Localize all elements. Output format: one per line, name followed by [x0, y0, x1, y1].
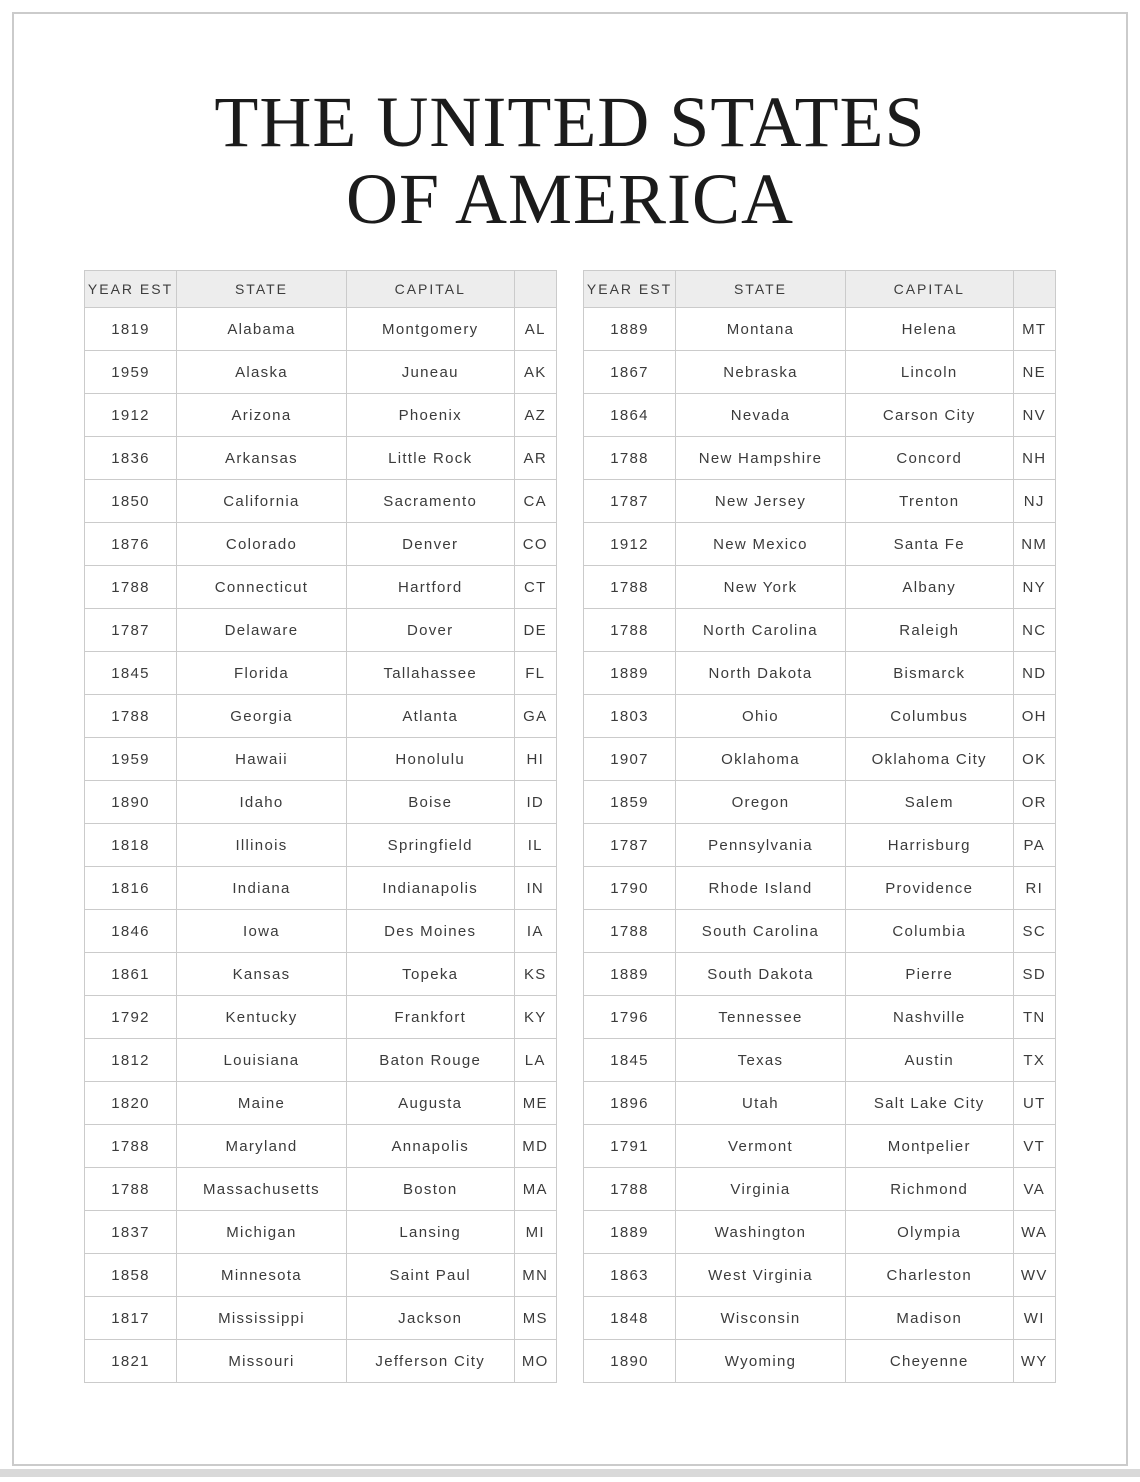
table-row	[584, 480, 1056, 523]
state-cell: Georgia	[177, 695, 347, 738]
state-cell: Vermont	[676, 1125, 846, 1168]
capital-cell: Springfield	[346, 824, 514, 867]
abbr-cell: VA	[1013, 1168, 1055, 1211]
year-cell: 1837	[85, 1211, 177, 1254]
table-row	[584, 953, 1056, 996]
title-line-1: THE UNITED STATES	[214, 82, 926, 162]
table-row	[584, 308, 1056, 351]
capital-cell: Montpelier	[845, 1125, 1013, 1168]
year-cell: 1812	[85, 1039, 177, 1082]
state-cell: Wyoming	[676, 1340, 846, 1383]
table-row	[584, 1211, 1056, 1254]
year-cell: 1788	[584, 910, 676, 953]
abbr-cell: SC	[1013, 910, 1055, 953]
abbr-cell: WY	[1013, 1340, 1055, 1383]
year-cell: 1863	[584, 1254, 676, 1297]
capital-cell: Harrisburg	[845, 824, 1013, 867]
table-row	[85, 824, 557, 867]
year-cell: 1787	[85, 609, 177, 652]
capital-cell: Indianapolis	[346, 867, 514, 910]
table-row	[85, 1082, 557, 1125]
table-row	[85, 1340, 557, 1383]
table-row	[85, 1254, 557, 1297]
capital-cell: Jackson	[346, 1297, 514, 1340]
table-row	[584, 609, 1056, 652]
year-cell: 1790	[584, 867, 676, 910]
abbr-cell: IN	[514, 867, 556, 910]
state-cell: Connecticut	[177, 566, 347, 609]
capital-cell: Pierre	[845, 953, 1013, 996]
abbr-cell: NJ	[1013, 480, 1055, 523]
states-table-left	[84, 270, 557, 1383]
abbr-cell: NC	[1013, 609, 1055, 652]
table-row	[584, 1082, 1056, 1125]
page-title	[14, 84, 1126, 238]
year-cell: 1818	[85, 824, 177, 867]
table-row	[584, 566, 1056, 609]
abbr-cell: PA	[1013, 824, 1055, 867]
capital-cell: Oklahoma City	[845, 738, 1013, 781]
capital-cell: Montgomery	[346, 308, 514, 351]
capital-cell: Boise	[346, 781, 514, 824]
capital-cell: Santa Fe	[845, 523, 1013, 566]
abbr-cell: KS	[514, 953, 556, 996]
state-cell: Arkansas	[177, 437, 347, 480]
capital-cell: Trenton	[845, 480, 1013, 523]
abbr-cell: AK	[514, 351, 556, 394]
abbr-cell: UT	[1013, 1082, 1055, 1125]
capital-cell: Little Rock	[346, 437, 514, 480]
table-row	[584, 1297, 1056, 1340]
header-abbr	[1013, 271, 1055, 308]
abbr-cell: MA	[514, 1168, 556, 1211]
header-capital: CAPITAL	[845, 271, 1013, 308]
state-cell: Massachusetts	[177, 1168, 347, 1211]
capital-cell: Concord	[845, 437, 1013, 480]
state-cell: Iowa	[177, 910, 347, 953]
abbr-cell: TN	[1013, 996, 1055, 1039]
state-cell: Indiana	[177, 867, 347, 910]
abbr-cell: WV	[1013, 1254, 1055, 1297]
year-cell: 1787	[584, 480, 676, 523]
abbr-cell: LA	[514, 1039, 556, 1082]
capital-cell: Salem	[845, 781, 1013, 824]
year-cell: 1858	[85, 1254, 177, 1297]
abbr-cell: NM	[1013, 523, 1055, 566]
table-row	[85, 652, 557, 695]
capital-cell: Charleston	[845, 1254, 1013, 1297]
capital-cell: Sacramento	[346, 480, 514, 523]
abbr-cell: HI	[514, 738, 556, 781]
table-row	[85, 1297, 557, 1340]
capital-cell: Baton Rouge	[346, 1039, 514, 1082]
year-cell: 1864	[584, 394, 676, 437]
abbr-cell: RI	[1013, 867, 1055, 910]
capital-cell: Atlanta	[346, 695, 514, 738]
year-cell: 1912	[85, 394, 177, 437]
state-cell: Oklahoma	[676, 738, 846, 781]
state-cell: Tennessee	[676, 996, 846, 1039]
year-cell: 1890	[584, 1340, 676, 1383]
abbr-cell: OK	[1013, 738, 1055, 781]
capital-cell: Lansing	[346, 1211, 514, 1254]
tables-container	[14, 270, 1126, 1383]
state-cell: Kansas	[177, 953, 347, 996]
abbr-cell: NV	[1013, 394, 1055, 437]
abbr-cell: NY	[1013, 566, 1055, 609]
table-row	[584, 437, 1056, 480]
abbr-cell: AL	[514, 308, 556, 351]
table-row	[85, 437, 557, 480]
capital-cell: Jefferson City	[346, 1340, 514, 1383]
capital-cell: Saint Paul	[346, 1254, 514, 1297]
abbr-cell: NE	[1013, 351, 1055, 394]
table-row	[85, 953, 557, 996]
table-row	[85, 480, 557, 523]
table-row	[85, 1125, 557, 1168]
state-cell: Minnesota	[177, 1254, 347, 1297]
state-cell: North Carolina	[676, 609, 846, 652]
table-row	[85, 867, 557, 910]
capital-cell: Cheyenne	[845, 1340, 1013, 1383]
abbr-cell: OH	[1013, 695, 1055, 738]
table-row	[85, 351, 557, 394]
capital-cell: Olympia	[845, 1211, 1013, 1254]
abbr-cell: CA	[514, 480, 556, 523]
capital-cell: Augusta	[346, 1082, 514, 1125]
year-cell: 1820	[85, 1082, 177, 1125]
year-cell: 1907	[584, 738, 676, 781]
header-state: STATE	[177, 271, 347, 308]
abbr-cell: CO	[514, 523, 556, 566]
capital-cell: Frankfort	[346, 996, 514, 1039]
state-cell: Colorado	[177, 523, 347, 566]
state-cell: Wisconsin	[676, 1297, 846, 1340]
capital-cell: Phoenix	[346, 394, 514, 437]
table-row	[584, 351, 1056, 394]
capital-cell: Nashville	[845, 996, 1013, 1039]
capital-cell: Lincoln	[845, 351, 1013, 394]
state-cell: Arizona	[177, 394, 347, 437]
abbr-cell: MN	[514, 1254, 556, 1297]
year-cell: 1819	[85, 308, 177, 351]
abbr-cell: KY	[514, 996, 556, 1039]
year-cell: 1896	[584, 1082, 676, 1125]
page-frame	[12, 12, 1128, 1466]
table-row	[85, 910, 557, 953]
abbr-cell: NH	[1013, 437, 1055, 480]
year-cell: 1850	[85, 480, 177, 523]
table-row	[584, 1254, 1056, 1297]
table-row	[584, 738, 1056, 781]
state-cell: Ohio	[676, 695, 846, 738]
year-cell: 1788	[584, 1168, 676, 1211]
capital-cell: Columbia	[845, 910, 1013, 953]
year-cell: 1816	[85, 867, 177, 910]
year-cell: 1889	[584, 1211, 676, 1254]
table-row	[85, 566, 557, 609]
year-cell: 1867	[584, 351, 676, 394]
abbr-cell: ME	[514, 1082, 556, 1125]
abbr-cell: IL	[514, 824, 556, 867]
state-cell: New Jersey	[676, 480, 846, 523]
header-capital: CAPITAL	[346, 271, 514, 308]
abbr-cell: FL	[514, 652, 556, 695]
table-row	[584, 996, 1056, 1039]
year-cell: 1796	[584, 996, 676, 1039]
table-row	[85, 1039, 557, 1082]
state-cell: Pennsylvania	[676, 824, 846, 867]
capital-cell: Hartford	[346, 566, 514, 609]
capital-cell: Salt Lake City	[845, 1082, 1013, 1125]
year-cell: 1959	[85, 738, 177, 781]
year-cell: 1836	[85, 437, 177, 480]
state-cell: Montana	[676, 308, 846, 351]
table-row	[584, 695, 1056, 738]
state-cell: Alaska	[177, 351, 347, 394]
state-cell: Hawaii	[177, 738, 347, 781]
state-cell: New Hampshire	[676, 437, 846, 480]
states-table-right	[583, 270, 1056, 1383]
capital-cell: Madison	[845, 1297, 1013, 1340]
title-line-2: OF AMERICA	[345, 159, 795, 239]
year-cell: 1889	[584, 308, 676, 351]
abbr-cell: AZ	[514, 394, 556, 437]
year-cell: 1845	[584, 1039, 676, 1082]
abbr-cell: MI	[514, 1211, 556, 1254]
abbr-cell: TX	[1013, 1039, 1055, 1082]
state-cell: South Dakota	[676, 953, 846, 996]
capital-cell: Annapolis	[346, 1125, 514, 1168]
capital-cell: Providence	[845, 867, 1013, 910]
table-row	[584, 824, 1056, 867]
year-cell: 1889	[584, 652, 676, 695]
table-row	[584, 523, 1056, 566]
capital-cell: Raleigh	[845, 609, 1013, 652]
table-row	[85, 781, 557, 824]
abbr-cell: WI	[1013, 1297, 1055, 1340]
abbr-cell: OR	[1013, 781, 1055, 824]
abbr-cell: MD	[514, 1125, 556, 1168]
capital-cell: Topeka	[346, 953, 514, 996]
year-cell: 1959	[85, 351, 177, 394]
capital-cell: Boston	[346, 1168, 514, 1211]
state-cell: North Dakota	[676, 652, 846, 695]
state-cell: Maine	[177, 1082, 347, 1125]
year-cell: 1788	[85, 695, 177, 738]
abbr-cell: ID	[514, 781, 556, 824]
capital-cell: Honolulu	[346, 738, 514, 781]
year-cell: 1788	[85, 1168, 177, 1211]
table-row	[584, 867, 1056, 910]
capital-cell: Juneau	[346, 351, 514, 394]
capital-cell: Denver	[346, 523, 514, 566]
state-cell: Rhode Island	[676, 867, 846, 910]
table-row	[584, 910, 1056, 953]
table-row	[85, 695, 557, 738]
year-cell: 1791	[584, 1125, 676, 1168]
state-cell: Utah	[676, 1082, 846, 1125]
capital-cell: Columbus	[845, 695, 1013, 738]
year-cell: 1788	[85, 1125, 177, 1168]
table-row	[85, 308, 557, 351]
state-cell: Oregon	[676, 781, 846, 824]
table-header-row	[584, 271, 1056, 308]
page-bottom-edge	[0, 1469, 1140, 1477]
capital-cell: Bismarck	[845, 652, 1013, 695]
table-row	[584, 781, 1056, 824]
table-row	[85, 738, 557, 781]
year-cell: 1859	[584, 781, 676, 824]
year-cell: 1788	[85, 566, 177, 609]
capital-cell: Austin	[845, 1039, 1013, 1082]
year-cell: 1817	[85, 1297, 177, 1340]
year-cell: 1792	[85, 996, 177, 1039]
state-cell: Maryland	[177, 1125, 347, 1168]
capital-cell: Dover	[346, 609, 514, 652]
table-row	[85, 1168, 557, 1211]
table-row	[584, 1125, 1056, 1168]
state-cell: Missouri	[177, 1340, 347, 1383]
state-cell: Virginia	[676, 1168, 846, 1211]
table-row	[584, 1340, 1056, 1383]
year-cell: 1848	[584, 1297, 676, 1340]
state-cell: Kentucky	[177, 996, 347, 1039]
state-cell: Nebraska	[676, 351, 846, 394]
table-row	[85, 996, 557, 1039]
year-cell: 1861	[85, 953, 177, 996]
state-cell: West Virginia	[676, 1254, 846, 1297]
abbr-cell: ND	[1013, 652, 1055, 695]
table-row	[584, 1039, 1056, 1082]
table-row	[85, 394, 557, 437]
capital-cell: Tallahassee	[346, 652, 514, 695]
year-cell: 1846	[85, 910, 177, 953]
table-row	[584, 652, 1056, 695]
state-cell: Idaho	[177, 781, 347, 824]
year-cell: 1803	[584, 695, 676, 738]
year-cell: 1845	[85, 652, 177, 695]
abbr-cell: CT	[514, 566, 556, 609]
state-cell: Mississippi	[177, 1297, 347, 1340]
state-cell: New Mexico	[676, 523, 846, 566]
header-abbr	[514, 271, 556, 308]
state-cell: Delaware	[177, 609, 347, 652]
abbr-cell: GA	[514, 695, 556, 738]
state-cell: Nevada	[676, 394, 846, 437]
state-cell: Florida	[177, 652, 347, 695]
state-cell: Louisiana	[177, 1039, 347, 1082]
table-row	[584, 394, 1056, 437]
header-year-est: YEAR EST	[85, 271, 177, 308]
state-cell: South Carolina	[676, 910, 846, 953]
year-cell: 1787	[584, 824, 676, 867]
capital-cell: Helena	[845, 308, 1013, 351]
year-cell: 1889	[584, 953, 676, 996]
year-cell: 1876	[85, 523, 177, 566]
abbr-cell: DE	[514, 609, 556, 652]
capital-cell: Richmond	[845, 1168, 1013, 1211]
capital-cell: Carson City	[845, 394, 1013, 437]
table-header-row	[85, 271, 557, 308]
abbr-cell: MS	[514, 1297, 556, 1340]
table-row	[85, 1211, 557, 1254]
abbr-cell: IA	[514, 910, 556, 953]
table-row	[584, 1168, 1056, 1211]
abbr-cell: WA	[1013, 1211, 1055, 1254]
abbr-cell: SD	[1013, 953, 1055, 996]
state-cell: Washington	[676, 1211, 846, 1254]
table-row	[85, 523, 557, 566]
state-cell: Alabama	[177, 308, 347, 351]
header-year-est: YEAR EST	[584, 271, 676, 308]
header-state: STATE	[676, 271, 846, 308]
capital-cell: Albany	[845, 566, 1013, 609]
state-cell: Texas	[676, 1039, 846, 1082]
state-cell: New York	[676, 566, 846, 609]
year-cell: 1788	[584, 609, 676, 652]
year-cell: 1788	[584, 566, 676, 609]
year-cell: 1890	[85, 781, 177, 824]
state-cell: California	[177, 480, 347, 523]
abbr-cell: MT	[1013, 308, 1055, 351]
abbr-cell: AR	[514, 437, 556, 480]
state-cell: Illinois	[177, 824, 347, 867]
year-cell: 1788	[584, 437, 676, 480]
abbr-cell: VT	[1013, 1125, 1055, 1168]
capital-cell: Des Moines	[346, 910, 514, 953]
year-cell: 1821	[85, 1340, 177, 1383]
table-row	[85, 609, 557, 652]
abbr-cell: MO	[514, 1340, 556, 1383]
year-cell: 1912	[584, 523, 676, 566]
state-cell: Michigan	[177, 1211, 347, 1254]
